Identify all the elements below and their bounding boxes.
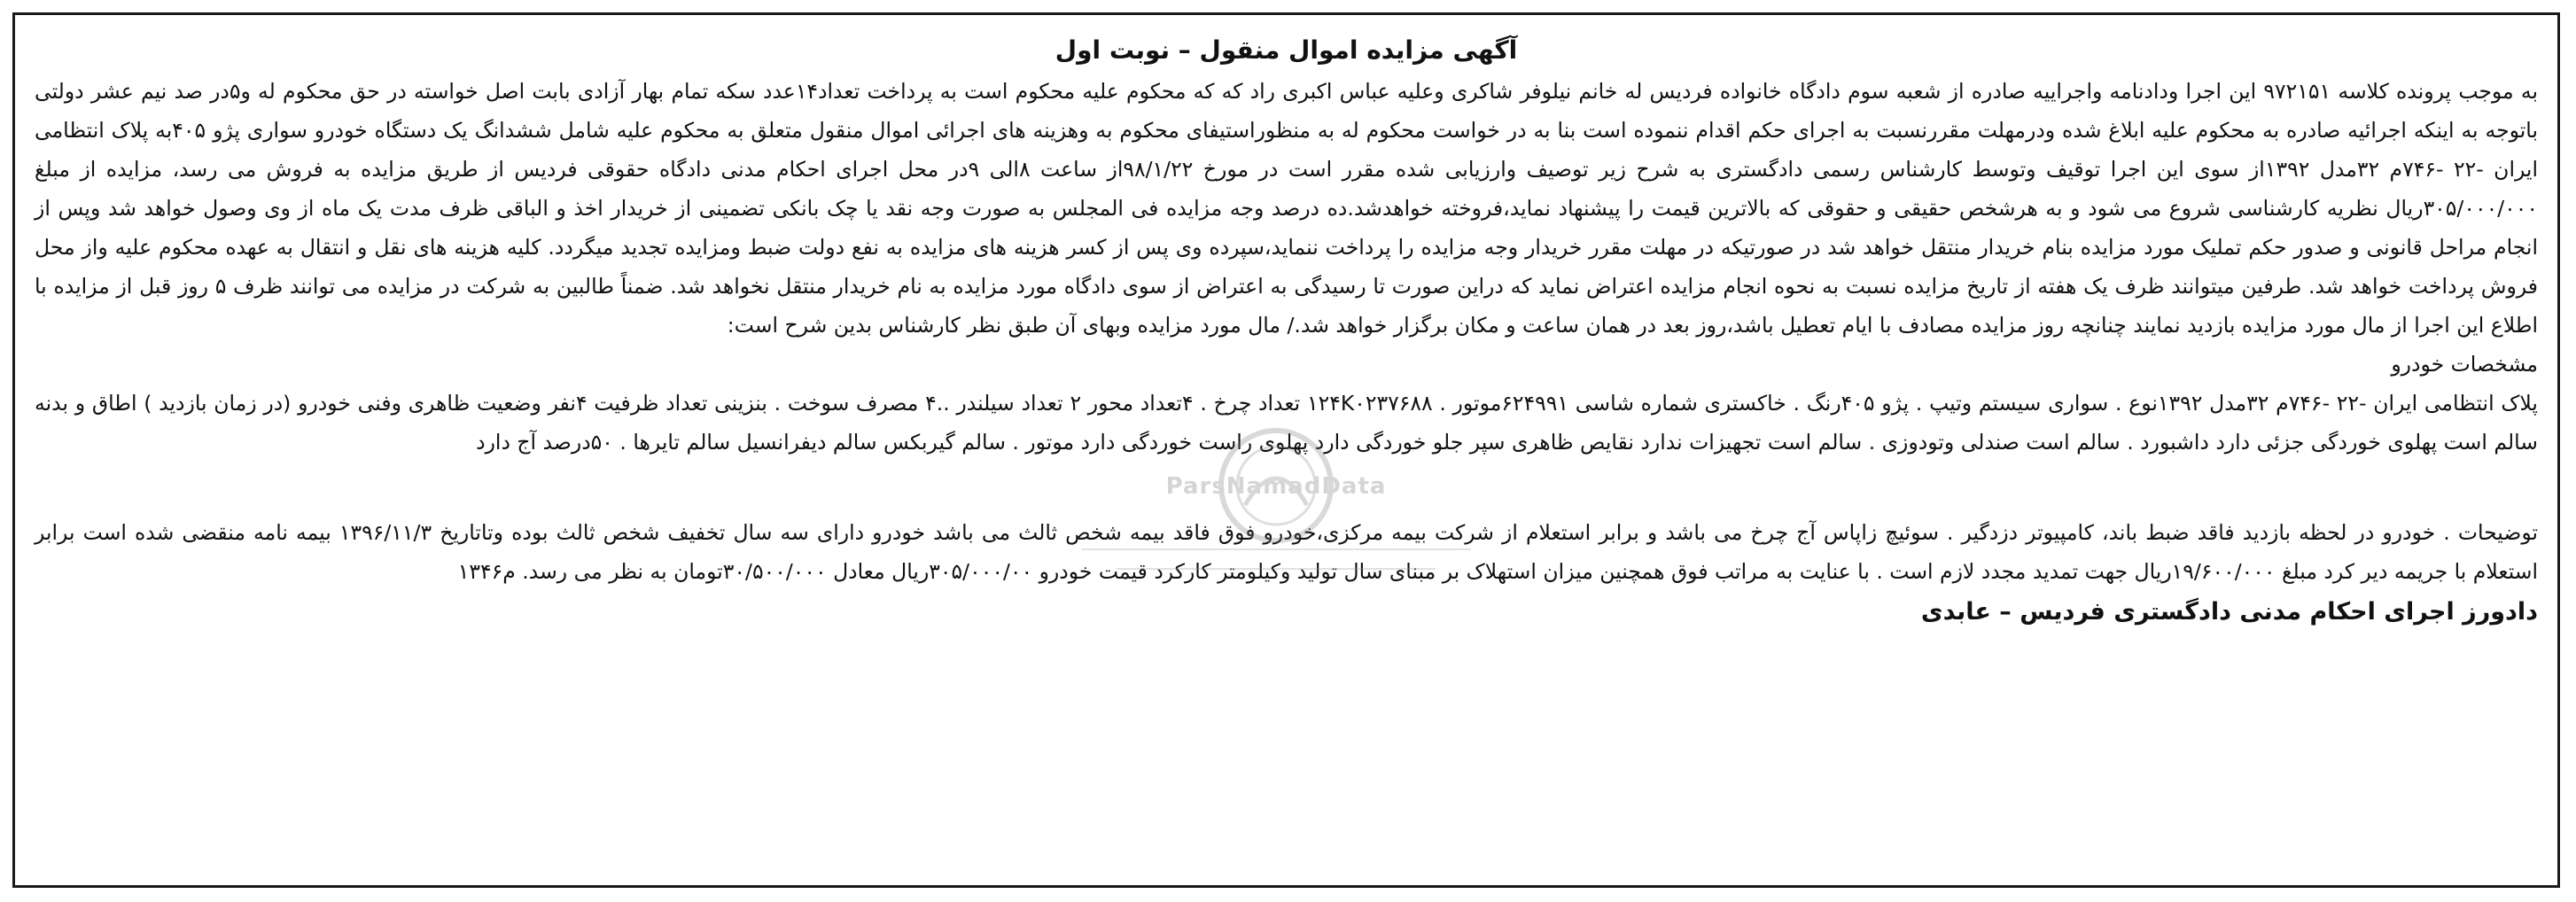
notice-body: به موجب پرونده کلاسه ۹۷۲۱۵۱ این اجرا ودادنامه واجراییه صادره از شعبه سوم دادگاه خانواده فردیس له خانم نیلوفر شاکری وعلیه عباس اکبری راد که که محکوم علیه محکوم است به پرداخت تعداد۱۴عدد سکه تمام بهار آزادی بابت اصل خواسته در حق محکوم له و۵در صد نیم عشر دولتی باتوجه به اینکه اجرائیه صادره به محکوم علیه ابلاغ شده ودرمهلت مقررنسبت به اجرای حکم اقدام ننموده است بنا به در خواست محکوم له به منظوراستیفای محکوم به وهزینه های اجرائی اموال منقول متعلق به محکوم علیه شامل ششدانگ یک دستگاه خودرو سواری پژو ۴۰۵به پلاک انتظامی ایران -۲۲ -۷۴۶م ۳۲مدل ۱۳۹۲از سوی این اجرا توقیف وتوسط کارشناس رسمی دادگستری به شرح زیر توصیف وارزیابی شده مقرر است در مورخ ۹۸/۱/۲۲از ساعت ۸الی ۹در محل اجرای احکام مدنی دادگاه حقوقی فردیس از طریق مزایده به فروش می رسد، مزایده از مبلغ ۳۰۵/۰۰۰/۰۰۰ریال نظریه کارشناسی شروع می شود و به هرشخص حقیقی و حقوقی که بالاترین قیمت را پیشنهاد نماید،فروخته خواهدشد.ده درصد وجه مزایده فی المجلس به صورت وجه نقد یا چک بانکی تضمینی از خریدار اخذ و الباقی ظرف مدت یک ماه از وی وصول خواهد شد وپس از انجام مراحل قانونی و صدور حکم تملیک مورد مزایده بنام خریدار منتقل خواهد شد در صورتیکه در مهلت مقرر خریدار وجه مزایده را پرداخت ننماید،سپرده وی پس از کسر هزینه های مزایده به نفع دولت ضبط ومزایده تجدید میگردد. کلیه هزینه های نقل و انتقال به عهده محکوم علیه واز محل فروش پرداخت خواهد شد. طرفین میتوانند ظرف یک هفته از تاریخ مزایده نسبت به نحوه انجام مزایده اعتراض نماید که دراین صورت تا رسیدگی به اعتراض از سوی دادگاه مورد مزایده به نام خریدار منتقل نخواهد شد. ضمناً طالبین به شرکت در مزایده می توانند ظرف ۵ روز قبل از مزایده با اطلاع این اجرا از مال مورد مزایده بازدید نمایند چنانچه روز مزایده مصادف با ایام تعطیل باشد،روز بعد در همان ساعت و مکان برگزار خواهد شد./ مال مورد مزایده وبهای آن طبق نظر کارشناس بدین شرح است:	[35, 79, 2539, 338]
notice-title: آگهی مزایده اموال منقول – نوبت اول	[1055, 35, 1518, 65]
vehicle-spec-text: پلاک انتظامی ایران -۲۲ -۷۴۶م ۳۲مدل ۱۳۹۲نوع . سواری سیستم وتیپ . پژو ۴۰۵رنگ . خاکستری شماره شاسی ۶۲۴۹۹۱موتور . ۱۲۴K۰۲۳۷۶۸۸ تعداد چرخ . ۴تعداد محور ۲ تعداد سیلندر ..۴ مصرف سوخت . بنزینی تعداد ظرفیت ۴نفر وضعیت ظاهری وفنی خودرو (در زمان بازدید ) اطاق و بدنه سالم است پهلوی خوردگی جزئی دارد داشبورد . سالم است صندلی وتودوزی . سالم است تجهیزات ندارد نقایص ظاهری سپر جلو خوردگی دارد پهلوی راست خوردگی دارد موتور . سالم گیربکس سالم دیفرانسیل سالم تایرها . ۵۰درصد آج دارد	[35, 391, 2538, 455]
notice-signature: دادورز اجرای احکام مدنی دادگستری فردیس – عابدی	[1920, 598, 2538, 626]
vehicle-spec-heading: مشخصات خودرو	[2391, 352, 2538, 377]
section-gap	[35, 462, 2538, 513]
auction-notice	[12, 12, 2560, 888]
notice-notes: توضیحات . خودرو در لحظه بازدید فاقد ضبط باند، کامپیوتر دزدگیر . سوئیچ زاپاس آج چرخ می باشد و برابر استعلام از شرکت بیمه مرکزی،خودرو فوق فاقد بیمه شخص ثالث می باشد خودرو دارای سه سال تخفیف شخص ثالث بوده وتاتاریخ ۱۳۹۶/۱۱/۳ بیمه نامه منقضی شده است برابر استعلام با جریمه دیر کرد مبلغ ۱۹/۶۰۰/۰۰۰ریال جهت تمدید مجدد لازم است . با عنایت به مراتب فوق همچنین میزان استهلاک بر مبنای سال تولید وکیلومتر کارکرد قیمت خودرو ۳۰۵/۰۰۰/۰۰ریال معادل ۳۰/۵۰۰/۰۰۰تومان به نظر می رسد. م۱۳۴۶	[35, 520, 2538, 584]
watermark-text: ParsNamadData	[1165, 473, 1387, 500]
